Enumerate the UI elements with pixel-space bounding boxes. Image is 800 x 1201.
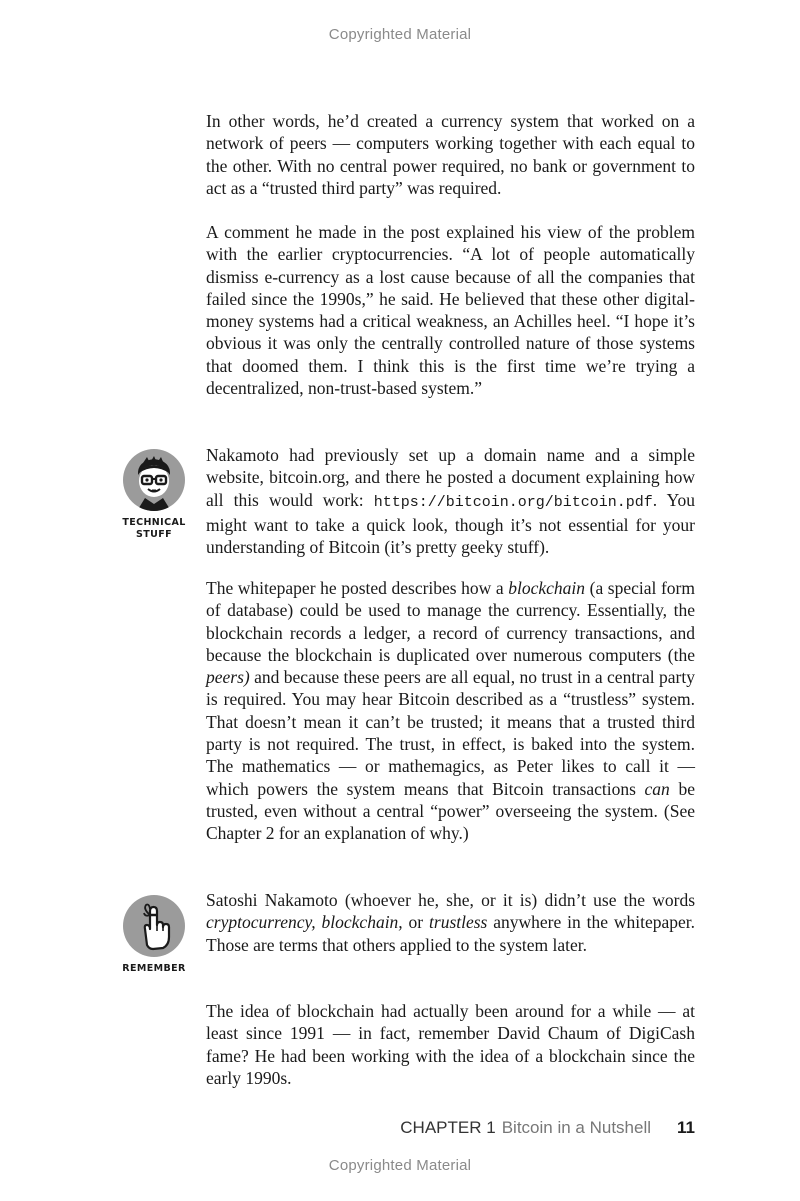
footer-chapter-title: Bitcoin in a Nutshell <box>501 1118 652 1137</box>
paragraph-text: The idea of blockchain had actually been around for a while — at least since 1991 — in fact, remember David Chaum of DigiCash fame? He had been working with the idea of a blockchain since the early 1990s. <box>206 1001 695 1088</box>
paragraph-5 <box>206 889 695 956</box>
paragraph-text-segment: and because these peers are all equal, no trust in a central party is required. You may hear Bitcoin described as a “trustless” system. That doesn’t mean it can’t be trusted; it means that a trusted third party is not required. The trust, in effect, is baked into the system. The mathematics — or mathemagics, as Peter likes to call it — which powers the system means that Bitcoin transactions <box>206 667 695 799</box>
paragraph-text-segment: be trusted, even without a central “power” overseeing the system. (See Chapter 2 for an explanation of why.) <box>206 778 695 844</box>
remember-label: REMEMBER <box>122 963 186 974</box>
paragraph-text-segment: . You might want to take a quick look, though it’s not essential for your understanding of Bitcoin (it’s pretty geeky stuff). <box>206 489 695 558</box>
page-footer <box>400 1118 695 1138</box>
paragraph-text <box>206 889 695 956</box>
technical-stuff-label-line2: STUFF <box>135 529 172 540</box>
technical-stuff-margin-icon <box>118 449 190 541</box>
paragraph-2 <box>206 221 695 399</box>
paragraph-4 <box>206 577 695 845</box>
paragraph-text: A comment he made in the post explained his view of the problem with the earlier cryptocurrencies. “A lot of people automatically dismiss e-currency as a lost cause because of all the companies that failed since the 1990s,” he said. He believed that these other digital-money systems had a critical weakness, an Achilles heel. “I hope it’s obvious it was only the centrally controlled nature of those systems that doomed them. I think this is the first time we’re trying a decentralized, non-trust-based system.” <box>206 222 695 399</box>
paragraph-text-segment: Nakamoto had previously set up a domain name and a simple website, bitcoin.org, and there he posted a document explaining how all this would work: <box>206 445 695 510</box>
paragraph-text <box>206 577 695 845</box>
emphasis-blockchain: blockchain <box>508 578 586 598</box>
paragraph-text-segment: or <box>402 912 430 933</box>
footer-chapter: CHAPTER 1 <box>400 1118 496 1137</box>
emphasis-can: can <box>644 778 670 799</box>
page-number: 11 <box>677 1118 695 1137</box>
paragraph-text-segment: Satoshi Nakamoto (whoever he, she, or it is) didn’t use the words <box>206 890 695 910</box>
technical-stuff-label <box>118 517 190 541</box>
copyright-watermark-bottom: Copyrighted Material <box>328 1157 472 1174</box>
paragraph-6 <box>206 1000 695 1089</box>
emphasis-terms: cryptocurrency, blockchain, <box>206 912 403 933</box>
whitepaper-url[interactable]: https://bitcoin.org/bitcoin.pdf <box>373 493 653 511</box>
paragraph-text: In other words, he’d created a currency system that worked on a network of peers — computers working together with each equal to the other. With no central power required, no bank or government to act as a “trusted third party” was required. <box>206 111 695 198</box>
paragraph-text-segment: The whitepaper he posted describes how a <box>206 578 509 598</box>
paragraph-text <box>206 444 695 558</box>
paragraph-3 <box>206 444 695 558</box>
paragraph-1 <box>206 110 695 199</box>
remember-margin-icon <box>118 895 190 975</box>
paragraph-text-segment: (a special form of database) could be used to manage the currency. Essentially, the blockchain records a ledger, a record of currency transactions, and because the blockchain is duplicated over numerous computers (the <box>206 578 695 665</box>
technical-stuff-label-line1: TECHNICAL <box>122 517 186 528</box>
technical-stuff-icon <box>123 449 185 511</box>
emphasis-trustless: trustless <box>429 912 488 933</box>
copyright-watermark-top: Copyrighted Material <box>328 26 472 43</box>
remember-icon <box>123 895 185 957</box>
paragraph-text-segment: anywhere in the whitepaper. Those are terms that others applied to the system later. <box>206 912 696 955</box>
emphasis-peers: peers) <box>206 667 250 688</box>
